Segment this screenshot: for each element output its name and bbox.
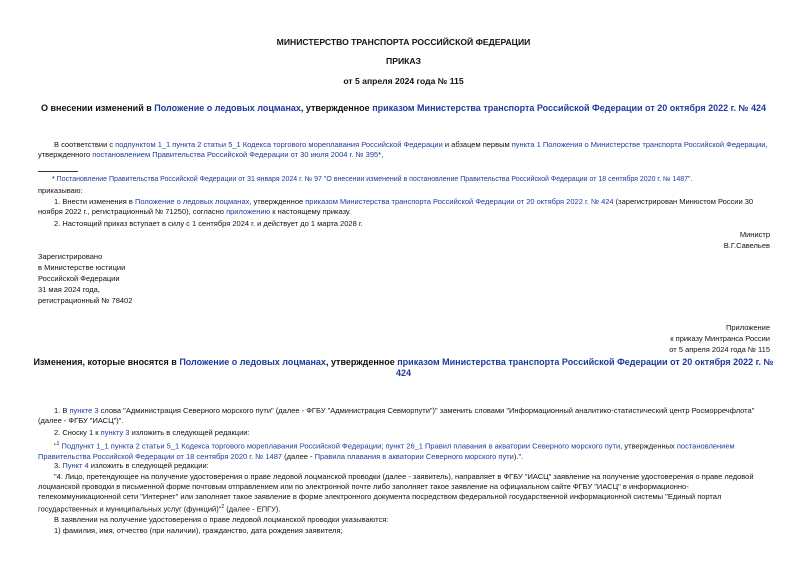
registration-line-4: 31 мая 2024 года,: [38, 285, 100, 294]
item-1-text-b: , утвержденное: [249, 197, 306, 206]
item-1-text-a: 1. Внести изменения в: [54, 197, 135, 206]
changes-title: [30, 357, 777, 379]
changes-title-middle: , утвержденное: [325, 357, 398, 367]
item-1-text-d: к настоящему приказу.: [270, 207, 352, 216]
changes-title-prefix: Изменения, которые вносятся в: [33, 357, 180, 367]
change-3-text-a: 3.: [54, 461, 63, 470]
change-2-quote-open: ": [54, 441, 57, 451]
link-order-424[interactable]: приказом Министерства транспорта Российской Федерации от 20 октября 2022 г. № 424: [372, 103, 767, 113]
link-clause-3-2[interactable]: пункту 3: [100, 428, 130, 437]
footnote: [52, 175, 772, 184]
change-2-quote-text-c: , утвержденных: [620, 441, 677, 451]
change-5: 1) фамилия, имя, отчество (при наличии), гражданство, дата рождения заявителя;: [54, 526, 343, 535]
link-navigation-rules-26-1[interactable]: пункт 26_1 Правил плавания в акватории Северного морского пути: [385, 441, 621, 451]
doc-type-heading: ПРИКАЗ: [386, 56, 421, 66]
link-ministry-regulation-p1[interactable]: пункта 1 Положения о Министерстве транспорта Российской Федерации: [511, 140, 766, 149]
appendix-line-1: Приложение: [726, 323, 770, 332]
registration-line-2: в Министерстве юстиции: [38, 263, 126, 272]
item-2: 2. Настоящий приказ вступает в силу с 1 сентября 2024 г. и действует до 1 марта 2028 г.: [54, 219, 363, 228]
item-1: [38, 197, 771, 217]
change-3: [54, 461, 209, 471]
preamble-text-1: В соответствии с: [54, 140, 116, 149]
item-1-text-c: (зарегистрирован Минюстом России 30 ноября 2022 г., регистрационный № 71250), согласно: [38, 197, 754, 216]
link-order-424-2[interactable]: приказом Министерства транспорта Российской Федерации от 20 октября 2022 г. № 424: [305, 197, 614, 206]
link-clause-3[interactable]: пункте 3: [69, 406, 99, 415]
link-order-424-3[interactable]: приказом Министерства транспорта Российской Федерации от 20 октября 2022 г. № 424: [395, 357, 774, 378]
footnote-marker-1: 1: [56, 441, 60, 447]
link-resolution-97[interactable]: Постановление Правительства Российской Федерации от 31 января 2024 г. № 97 "О внесении изменений в постановление Правительства Российской Федерации от 18 сентября 2020 г. № 1487": [56, 176, 691, 183]
ministry-heading: МИНИСТЕРСТВО ТРАНСПОРТА РОССИЙСКОЙ ФЕДЕРАЦИИ: [276, 37, 531, 47]
change-1: [38, 406, 771, 426]
signature-position: Министр: [739, 230, 770, 239]
change-3-quote-end: (далее - ЕПГУ).: [224, 504, 281, 514]
registration-line-1: Зарегистрировано: [38, 252, 103, 261]
change-2-quote-text-d: (далее -: [282, 451, 315, 461]
change-3-quote: [38, 472, 771, 515]
footnote-end: .: [690, 176, 693, 183]
link-merchant-shipping-code-2[interactable]: Подпункт 1_1 пункта 2 статьи 5_1 Кодекса торгового мореплавания Российской Федерации: [61, 441, 382, 451]
change-2-quote-sep: ;: [381, 441, 386, 451]
change-3-text-b: изложить в следующей редакции:: [88, 461, 209, 470]
change-1-text-a: 1. В: [54, 406, 70, 415]
link-clause-4[interactable]: Пункт 4: [62, 461, 89, 470]
change-2-text-b: изложить в следующей редакции:: [129, 428, 250, 437]
change-1-text-b: слова "Администрация Северного морского пути" (далее - ФГБУ "Администрация Севморпути")" заменить словами "Информационный аналитико-статистический центр Росморречфлота" (далее - ФГБУ "ИАСЦ")".: [38, 406, 755, 425]
signature-name: В.Г.Савельев: [723, 241, 770, 250]
registration-line-3: Российской Федерации: [38, 274, 120, 283]
link-resolution-1487[interactable]: постановлением Правительства Российской Федерации от 18 сентября 2020 г. № 1487: [38, 441, 735, 461]
preamble-paragraph: [38, 140, 771, 160]
preamble-text-4: *,: [378, 150, 384, 159]
appendix-line-2: к приказу Минтранса России: [670, 334, 770, 343]
preamble-text-3: , утвержденного: [38, 140, 768, 159]
appendix-line-3: от 5 апреля 2024 года № 115: [669, 345, 770, 354]
change-4: В заявлении на получение удостоверения о праве ледовой лоцманской проводки указываются:: [54, 515, 389, 524]
link-navigation-rules[interactable]: Правила плавания в акватории Северного морского пути: [314, 451, 514, 461]
change-2-text-a: 2. Сноску 1 к: [54, 428, 101, 437]
change-2-quote-end: ).".: [513, 451, 524, 461]
link-merchant-shipping-code[interactable]: подпунктом 1_1 пункта 2 статьи 5_1 Кодекса торгового мореплавания Российской Федерации: [115, 140, 443, 149]
footnote-star: *: [52, 176, 57, 183]
doc-date-number: от 5 апреля 2024 года № 115: [343, 76, 464, 86]
change-2-quote: [38, 439, 771, 462]
footnote-marker-2: 2: [221, 504, 225, 510]
link-ice-pilots-regulation-3[interactable]: Положение о ледовых лоцманах: [179, 357, 326, 367]
change-2: [54, 428, 250, 438]
order-word: приказываю:: [38, 186, 83, 195]
link-ice-pilots-regulation[interactable]: Положение о ледовых лоцманах: [154, 103, 301, 113]
link-ice-pilots-regulation-2[interactable]: Положение о ледовых лоцманах: [134, 197, 250, 206]
preamble-text-2: и абзацем первым: [442, 140, 512, 149]
order-title: [20, 103, 787, 114]
footnote-separator: [38, 171, 78, 172]
order-title-middle: , утвержденное: [300, 103, 373, 113]
link-resolution-395[interactable]: постановлением Правительства Российской Федерации от 30 июля 2004 г. № 395: [92, 150, 379, 159]
link-appendix[interactable]: приложению: [226, 207, 271, 216]
registration-line-5: регистрационный № 78402: [38, 296, 133, 305]
order-title-prefix: О внесении изменений в: [40, 103, 155, 113]
change-3-quote-text: "4. Лицо, претендующее на получение удостоверения о праве ледовой лоцманской проводки (далее - заявитель), направляет в ФГБУ "ИАСЦ" заявление на получение удостоверения о праве ледовой лоцманской проводки в письменной форме почтовым отправлением или по электронной почте либо заполняет такое заявление на официальном сайте ФГБУ "ИАСЦ" в информационно-телекоммуникационной сети "Интернет" или заполняет такое заявление в форме электронного документа посредством федеральной государственной информационной системы "Единый портал государственных и муниципальных услуг (функций)": [38, 472, 754, 514]
